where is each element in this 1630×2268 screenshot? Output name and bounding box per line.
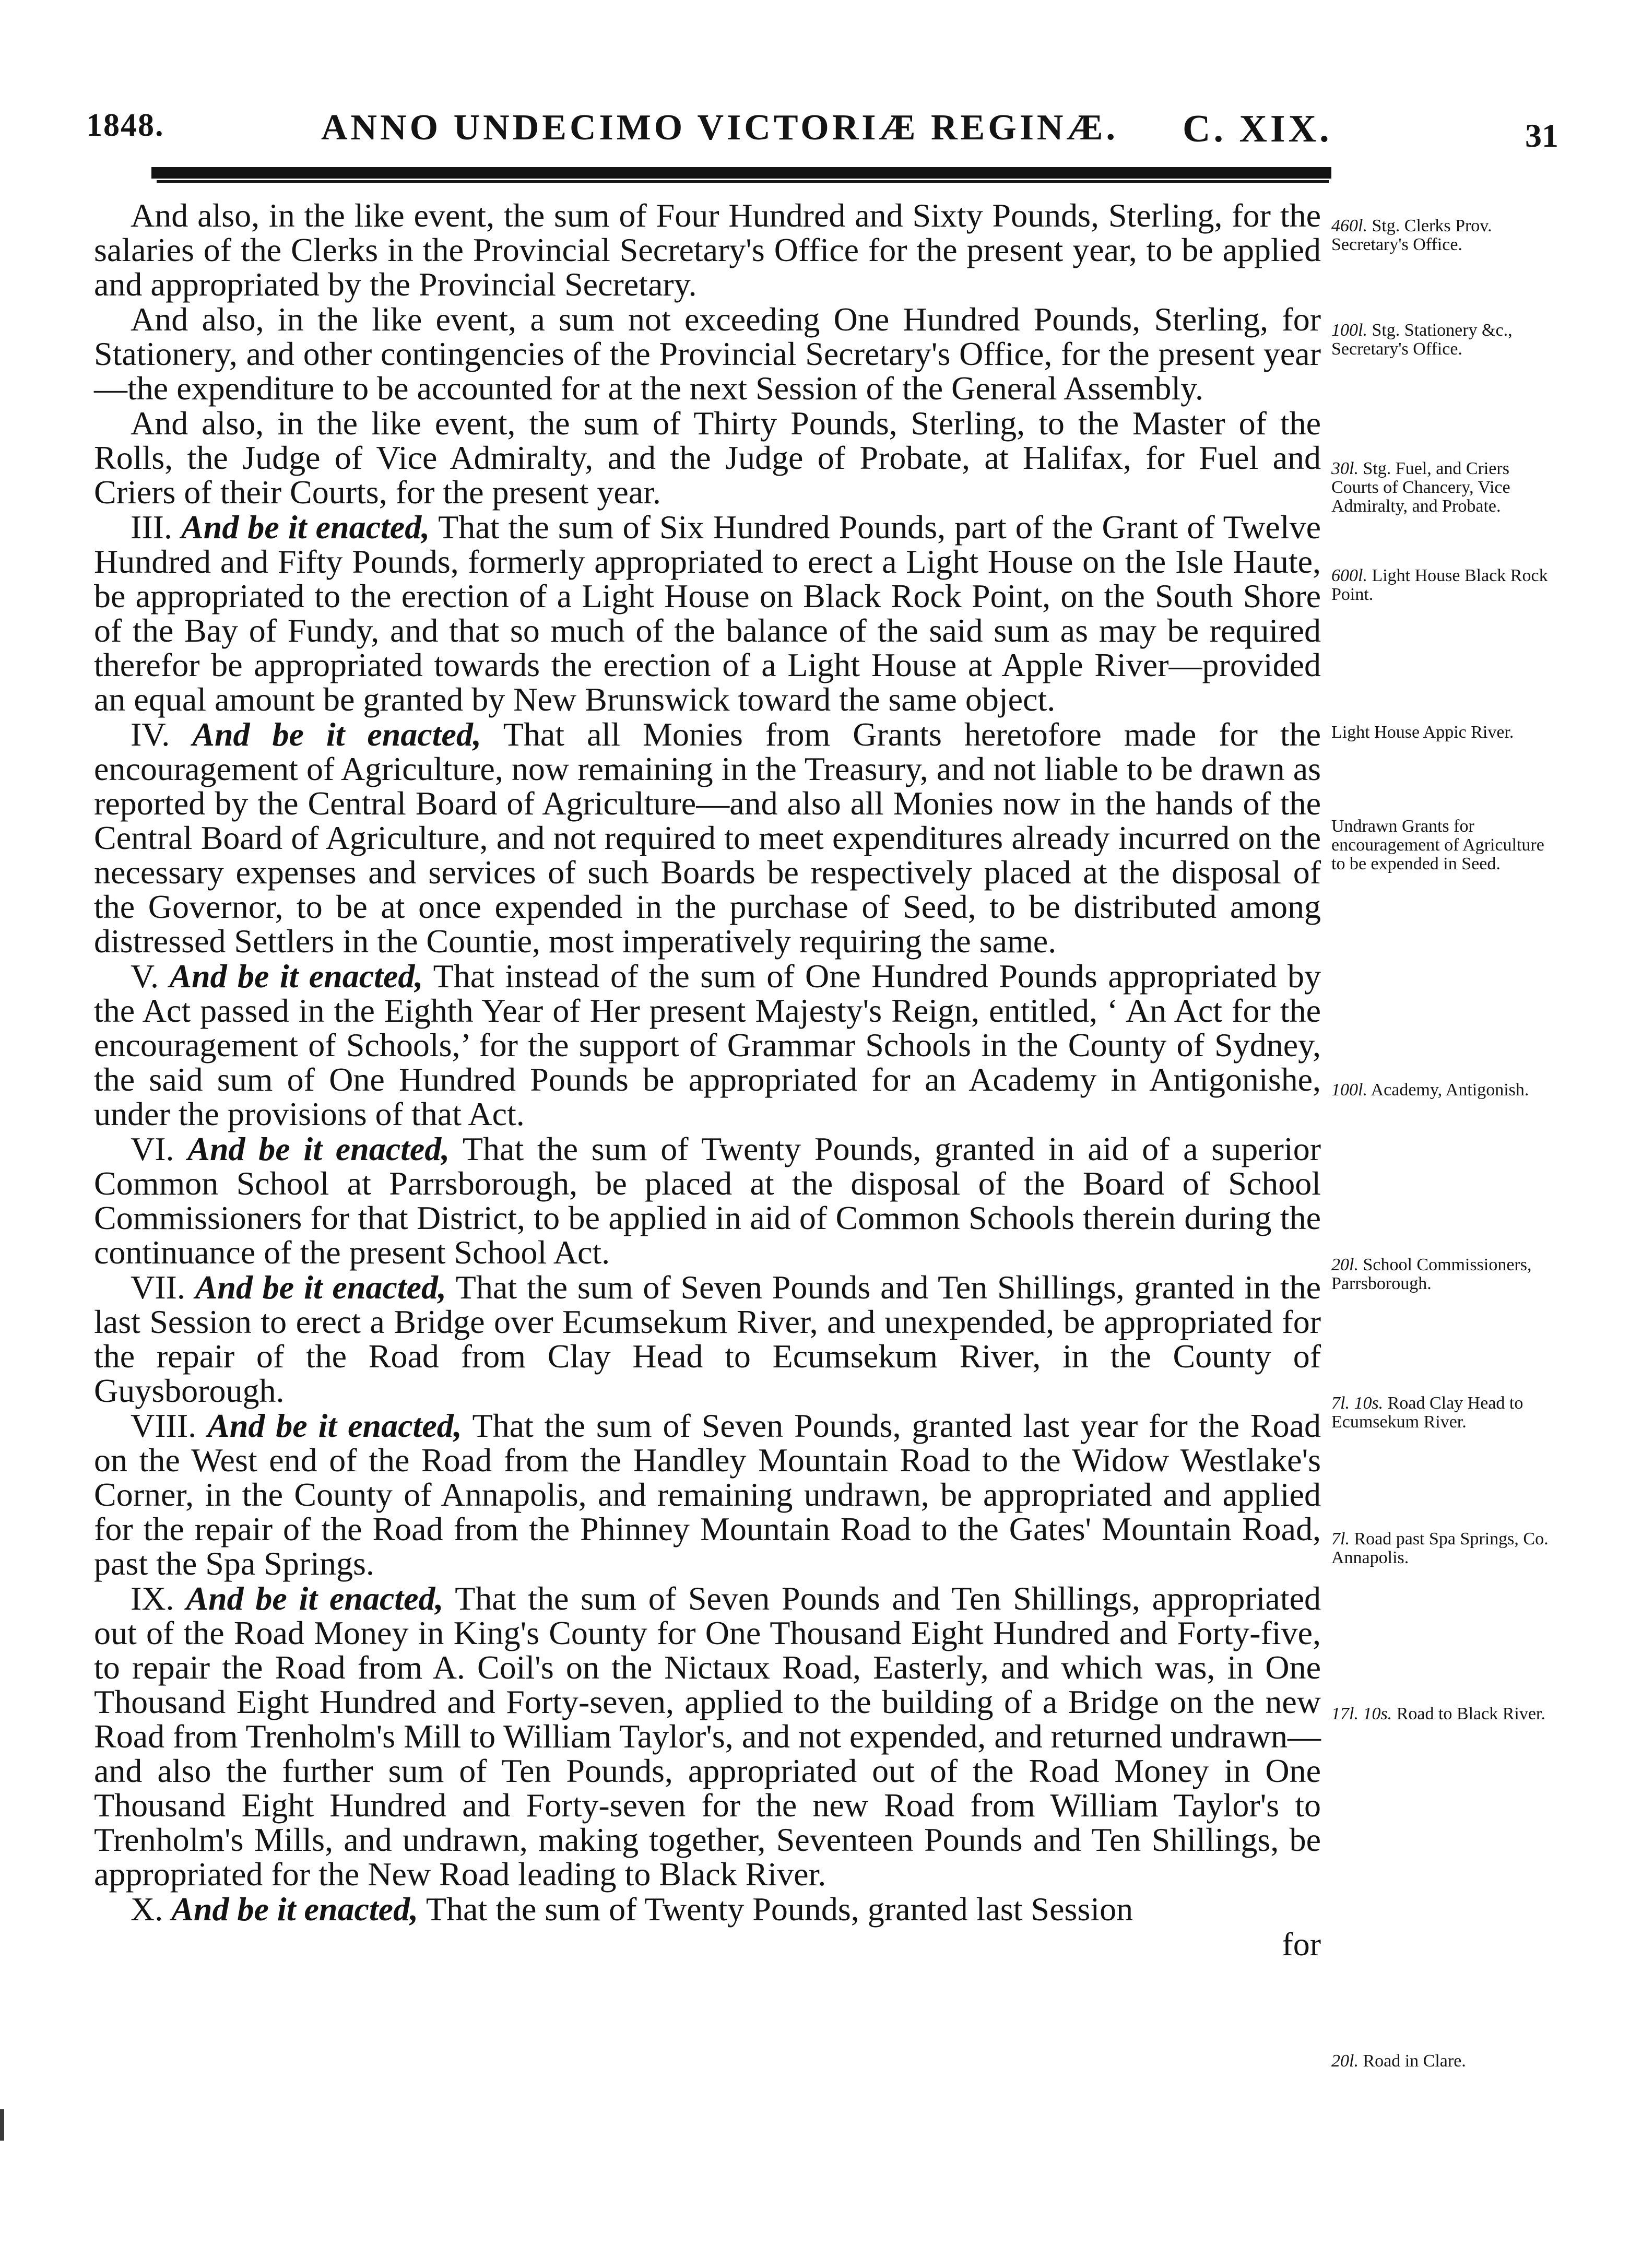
note-text: Stg. Stationery &c., Secretary's Office. [1331,321,1513,359]
paragraph-text: That instead of the sum of One Hundred Pounds appropriated by the Act passed in the Eighth Year of Her present Majesty's Reign, entitled, ‘ An Act for the encouragement of Schools,’ for the support of Grammar Schools in the County of Sydney, the said sum of One Hundred Pounds be appropriated for an Academy in Antigonishe, under the provisions of that Act. [94,958,1321,1132]
header-chapter: C. XIX. [1183,108,1332,150]
header-rule-thin [157,180,1329,183]
header-title: ANNO UNDECIMO VICTORIÆ REGINÆ. [321,108,1118,148]
paragraph-text: And also, in the like event, the sum of Thirty Pounds, Sterling, to the Master of the Rolls, the Judge of Vice Admiralty, and the Judge of Probate, at Halifax, for Fuel and Criers of their Courts, for the present year. [94,405,1321,511]
section-number: IX. [131,1580,174,1617]
enacting-clause: And be it enacted, [181,509,430,546]
marginal-note [1331,459,1561,516]
note-text: Road past Spa Springs, Co. Annapolis. [1331,1529,1549,1567]
section-viii [94,1409,1321,1581]
paragraph-text: That the sum of Twenty Pounds, granted in aid of a superior Common School at Parrsborough, be placed at the disposal of the Board of School Commissioners for that District, to be applied in aid of Common Schools therein during the continuance of the present School Act. [94,1130,1321,1271]
marginal-note [1331,1530,1561,1567]
marginal-note [1331,321,1561,359]
paragraph-text: That the sum of Seven Pounds and Ten Shillings, appropriated out of the Road Money in King's County for One Thousand Eight Hundred and Forty-five, to repair the Road from A. Coil's on the Nictaux Road, Easterly, and which was, in One Thousand Eight Hundred and Forty-seven, applied to the building of a Bridge on the new Road from Trenholm's Mill to William Taylor's, and not expended, and returned undrawn—and also the further sum of Ten Pounds, appropriated out of the Road Money in One Thousand Eight Hundred and Forty-seven for the new Road from William Taylor's to Trenholm's Mills, and undrawn, making together, Seventeen Pounds and Ten Shillings, be appropriated for the New Road leading to Black River. [94,1580,1321,1893]
note-amount: 17l. 10s. [1331,1704,1392,1723]
section-number: III. [131,509,172,546]
section-vi [94,1132,1321,1270]
note-text: School Commissioners, Parrsborough. [1331,1255,1532,1293]
marginal-note [1331,1394,1561,1432]
page-number: 31 [1525,117,1558,154]
enacting-clause: And be it enacted, [207,1407,462,1444]
note-amount: 100l. [1331,1080,1367,1100]
paragraph-clerks-salaries [94,198,1321,302]
note-text: Light House Appic River. [1331,723,1514,742]
enacting-clause: And be it enacted, [169,958,423,995]
section-iv [94,717,1321,959]
note-amount: 20l. [1331,2051,1359,2071]
body-text [94,198,1321,1962]
marginal-note [1331,217,1561,254]
marginal-note [1331,2052,1561,2071]
note-text: Stg. Clerks Prov. Secretary's Office. [1331,216,1492,254]
section-number: VII. [131,1269,185,1306]
note-text: Undrawn Grants for encouragement of Agriculture to be expended in Seed. [1331,817,1544,873]
note-amount: 30l. [1331,459,1359,478]
paragraph-text: And also, in the like event, a sum not exceeding One Hundred Pounds, Sterling, for Stationery, and other contingencies of the Provincial Secretary's Office, for the present year—the expenditure to be accounted for at the next Session of the General Assembly. [94,301,1321,407]
note-amount: 7l. [1331,1529,1350,1549]
marginal-note [1331,723,1561,742]
section-number: VI. [131,1130,174,1167]
catchword: for [1282,1926,1321,1963]
marginal-note [1331,566,1561,604]
paragraph-fuel-criers [94,406,1321,510]
marginal-note [1331,817,1561,873]
running-header [86,107,1558,164]
note-amount: 20l. [1331,1255,1359,1274]
enacting-clause: And be it enacted, [186,1580,444,1617]
paragraph-text: That the sum of Seven Pounds, granted last year for the Road on the West end of the Road from the Handley Mountain Road to the Widow Westlake's Corner, in the County of Annapolis, and remaining undrawn, be appropriated and applied for the repair of the Road from the Phinney Mountain Road to the Gates' Mountain Road, past the Spa Springs. [94,1407,1321,1582]
section-iii [94,510,1321,717]
scan-edge-mark [0,2109,4,2141]
paragraph-text: That all Monies from Grants heretofore made for the encouragement of Agriculture, now remaining in the Treasury, and not liable to be drawn as reported by the Central Board of Agriculture—and also all Monies now in the hands of the Central Board of Agriculture, and not required to meet expenditures already incurred on the necessary expenses and services of such Boards be respectively placed at the disposal of the Governor, to be at once expended in the purchase of Seed, to be distributed among distressed Settlers in the Countie, most imperatively requiring the same. [94,716,1321,960]
paragraph-text: That the sum of Twenty Pounds, granted last Session [426,1891,1133,1928]
note-amount: 7l. 10s. [1331,1393,1384,1413]
note-text: Road Clay Head to Ecumsekum River. [1331,1393,1523,1432]
section-ix [94,1581,1321,1892]
note-amount: 600l. [1331,566,1367,585]
header-rule [151,167,1331,179]
paragraph-text: That the sum of Six Hundred Pounds, part of the Grant of Twelve Hundred and Fifty Pounds, formerly appropriated to erect a Light House on the Isle Haute, be appropriated to the erection of a Light House on Black Rock Point, on the South Shore of the Bay of Fundy, and that so much of the balance of the said sum as may be required therefor be appropriated towards the erection of a Light House at Apple River—provided an equal amount be granted by New Brunswick toward the same object. [94,509,1321,718]
note-amount: 100l. [1331,321,1367,340]
note-text: Academy, Antigonish. [1371,1080,1529,1100]
section-number: X. [131,1891,163,1928]
enacting-clause: And be it enacted, [171,1891,419,1928]
header-year: 1848. [86,108,164,143]
paragraph-text: That the sum of Seven Pounds and Ten Shillings, granted in the last Session to erect a Bridge over Ecumsekum River, and unexpended, be appropriated for the repair of the Road from Clay Head to Ecumsekum River, in the County of Guysborough. [94,1269,1321,1409]
note-text: Road in Clare. [1363,2051,1466,2071]
enacting-clause: And be it enacted, [187,1130,450,1167]
section-vii [94,1270,1321,1408]
paragraph-stationery [94,302,1321,406]
marginal-note [1331,1705,1561,1723]
section-number: V. [131,958,159,995]
enacting-clause: And be it enacted, [192,716,481,753]
note-text: Light House Black Rock Point. [1331,566,1548,604]
section-x [94,1892,1321,1927]
section-v [94,959,1321,1131]
paragraph-text: And also, in the like event, the sum of Four Hundred and Sixty Pounds, Sterling, for the salaries of the Clerks in the Provincial Secretary's Office for the present year, to be applied and appropriated by the Provincial Secretary. [94,197,1321,303]
enacting-clause: And be it enacted, [195,1269,447,1306]
section-number: VIII. [131,1407,197,1444]
marginal-note [1331,1256,1561,1293]
note-text: Stg. Fuel, and Criers Courts of Chancery, Vice Admiralty, and Probate. [1331,459,1510,516]
section-number: IV. [131,716,170,753]
marginal-note [1331,1081,1561,1100]
note-amount: 460l. [1331,216,1367,235]
note-text: Road to Black River. [1396,1704,1545,1723]
